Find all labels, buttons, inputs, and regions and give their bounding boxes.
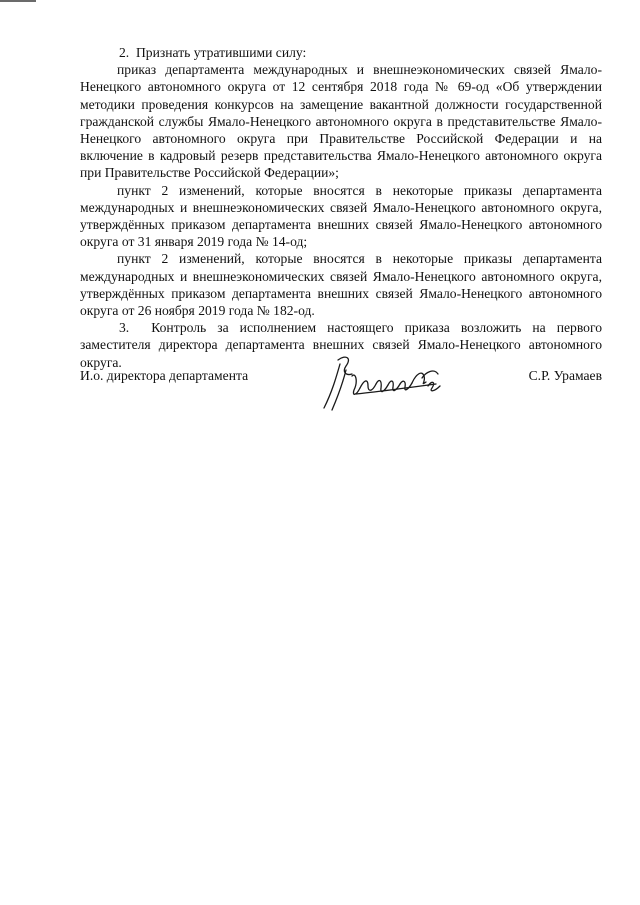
paragraph-repealed-order-69: приказ департамента международных и внешнеэкономических связей Ямало-Ненецкого автономного округа от 12 сентября 2018 года № 69-од «Об утверждении методики проведения конкурсов на замещение вакантной должности государственной гражданской службы Ямало-Ненецкого автономного округа в представительстве Ямало-Ненецкого автономного округа при Правительстве Российской Федерации и на включение в кадровый резерв представительства Ямало-Ненецкого автономного округа при Правительстве Российской Федерации»; [80, 62, 602, 181]
paragraph-item-2: 2. Признать утратившими силу: [119, 45, 307, 60]
paragraph-repealed-order-182: пункт 2 изменений, которые вносятся в некоторые приказы департамента международных и внешнеэкономических связей Ямало-Ненецкого автономного округа, утверждённых приказом департамента внешних связей Ямало-Ненецкого автономного округа от 26 ноября 2019 года № 182-од. [80, 251, 602, 319]
document-body [80, 44, 602, 371]
scan-edge-mark [0, 0, 36, 2]
handwritten-signature [316, 352, 456, 412]
paragraph-repealed-order-14: пункт 2 изменений, которые вносятся в некоторые приказы департамента международных и внешнеэкономических связей Ямало-Ненецкого автономного округа, утверждённых приказом департамента внешних связей Ямало-Ненецкого автономного округа от 31 января 2019 года № 14-од; [80, 182, 602, 250]
signature-block [80, 352, 602, 412]
signatory-name: С.Р. Урамаев [528, 368, 602, 383]
signatory-position: И.о. директора департамента [80, 368, 249, 383]
paragraph-item-3: 3. Контроль за исполнением настоящего приказа возложить на первого заместителя директора департамента внешних связей Ямало-Ненецкого автономного округа. [80, 320, 602, 370]
